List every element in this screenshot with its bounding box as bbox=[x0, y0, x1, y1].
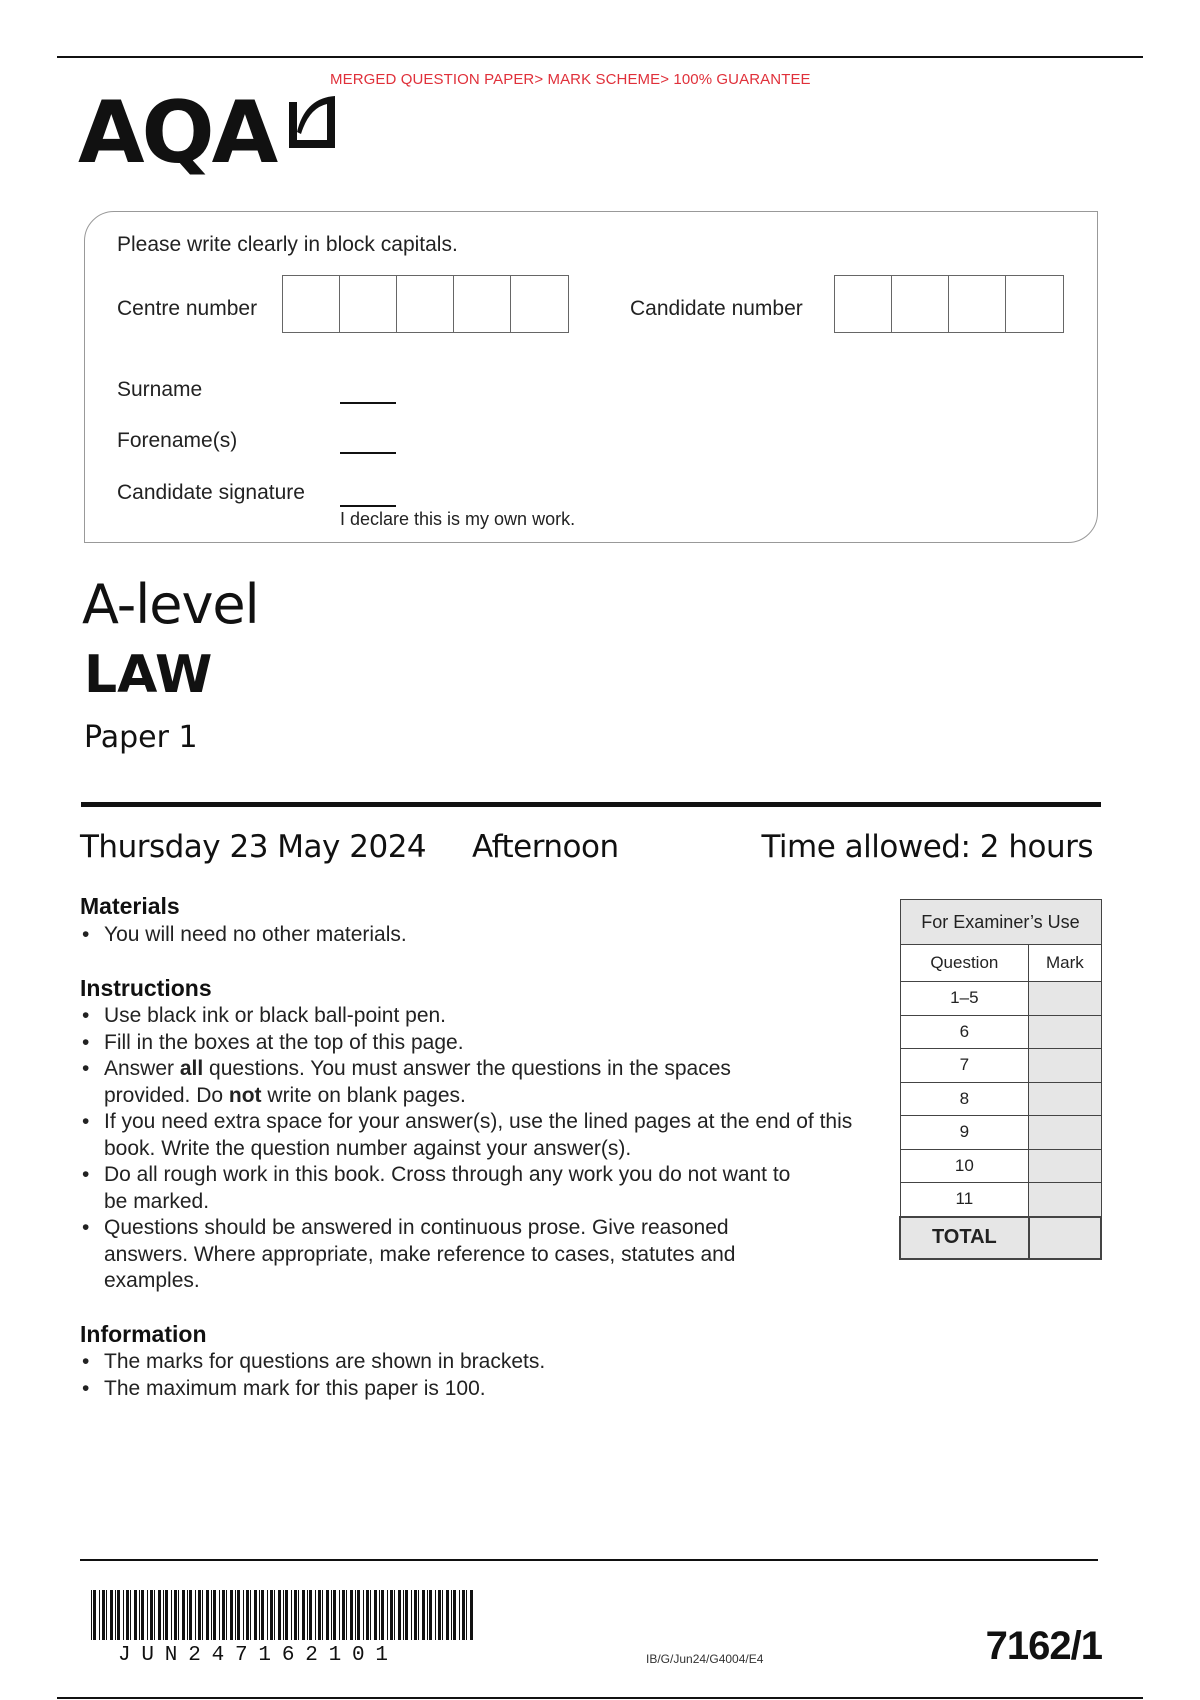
barcode-bar bbox=[189, 1590, 192, 1640]
barcode-number: JUN247162101 bbox=[118, 1644, 399, 1667]
barcode-bar bbox=[342, 1590, 345, 1640]
barcode-bar bbox=[379, 1590, 380, 1640]
barcode-bar bbox=[422, 1590, 425, 1640]
barcode-bar bbox=[206, 1590, 209, 1640]
table-row bbox=[900, 1082, 1101, 1116]
barcode-bar bbox=[470, 1590, 473, 1640]
barcode-bar bbox=[438, 1590, 441, 1640]
logo-text: AQA bbox=[78, 83, 276, 183]
barcode-bar bbox=[418, 1590, 419, 1640]
surname-line[interactable] bbox=[340, 402, 396, 404]
list-item bbox=[80, 1056, 784, 1109]
barcode-bar bbox=[346, 1590, 347, 1640]
table-row bbox=[900, 982, 1101, 1016]
candidate-number-label: Candidate number bbox=[630, 297, 803, 320]
barcode-bar bbox=[235, 1590, 236, 1640]
barcode-bar bbox=[259, 1590, 260, 1640]
barcode-bar bbox=[250, 1590, 251, 1640]
barcode-bar bbox=[466, 1590, 467, 1640]
qualification-level: A-level bbox=[82, 573, 259, 636]
barcode-bar bbox=[115, 1590, 116, 1640]
centre-number-boxes[interactable] bbox=[282, 275, 569, 333]
barcode-bar bbox=[99, 1590, 100, 1640]
total-mark-cell bbox=[1029, 1217, 1101, 1259]
centre-digit-box[interactable] bbox=[340, 276, 397, 332]
barcode-bar bbox=[130, 1590, 131, 1640]
barcode-bar bbox=[274, 1590, 275, 1640]
barcode-bar bbox=[331, 1590, 332, 1640]
question-cell: 10 bbox=[900, 1149, 1029, 1183]
barcode-bar bbox=[387, 1590, 388, 1640]
declaration-text: I declare this is my own work. bbox=[340, 509, 576, 529]
barcode-bar bbox=[462, 1590, 465, 1640]
barcode-bar bbox=[139, 1590, 140, 1640]
candidate-digit-box[interactable] bbox=[835, 276, 892, 332]
barcode-bar bbox=[198, 1590, 201, 1640]
question-cell: 11 bbox=[900, 1183, 1029, 1217]
barcode-bar bbox=[270, 1590, 273, 1640]
barcode-bar bbox=[357, 1590, 360, 1640]
barcode-bar bbox=[451, 1590, 452, 1640]
barcode-bar bbox=[141, 1590, 144, 1640]
mark-cell bbox=[1029, 1149, 1101, 1183]
candidate-digit-box[interactable] bbox=[892, 276, 949, 332]
barcode-bar bbox=[243, 1590, 244, 1640]
barcode-bar bbox=[398, 1590, 401, 1640]
barcode bbox=[91, 1590, 475, 1640]
barcode-bar bbox=[405, 1590, 408, 1640]
barcode-bar bbox=[403, 1590, 404, 1640]
forename-line[interactable] bbox=[340, 452, 396, 454]
barcode-bar bbox=[117, 1590, 120, 1640]
barcode-bar bbox=[429, 1590, 432, 1640]
barcode-bar bbox=[202, 1590, 203, 1640]
barcode-bar bbox=[442, 1590, 443, 1640]
mark-cell bbox=[1029, 1049, 1101, 1083]
barcode-bar bbox=[302, 1590, 305, 1640]
time-allowed: Time allowed: 2 hours bbox=[761, 829, 1093, 865]
barcode-bar bbox=[102, 1590, 105, 1640]
question-cell: 9 bbox=[900, 1116, 1029, 1150]
barcode-bar bbox=[294, 1590, 297, 1640]
barcode-bar bbox=[165, 1590, 168, 1640]
question-cell: 7 bbox=[900, 1049, 1029, 1083]
barcode-bar bbox=[414, 1590, 417, 1640]
question-column-header: Question bbox=[900, 945, 1029, 982]
barcode-bar bbox=[285, 1590, 288, 1640]
barcode-bar bbox=[298, 1590, 299, 1640]
barcode-bar bbox=[355, 1590, 356, 1640]
table-row bbox=[900, 1116, 1101, 1150]
bottom-rule bbox=[57, 1697, 1143, 1699]
barcode-bar bbox=[147, 1590, 148, 1640]
materials-heading: Materials bbox=[80, 893, 180, 919]
instructions-heading: Instructions bbox=[80, 975, 212, 1001]
list-item: • You will need no other materials. bbox=[80, 922, 864, 949]
barcode-bar bbox=[222, 1590, 225, 1640]
barcode-bar bbox=[110, 1590, 113, 1640]
question-cell: 6 bbox=[900, 1015, 1029, 1049]
mark-cell bbox=[1029, 982, 1101, 1016]
barcode-bar bbox=[123, 1590, 124, 1640]
barcode-bar bbox=[261, 1590, 264, 1640]
table-row bbox=[900, 1049, 1101, 1083]
information-heading: Information bbox=[80, 1321, 207, 1347]
question-cell: 8 bbox=[900, 1082, 1029, 1116]
paper-code: 7162/1 bbox=[985, 1624, 1102, 1668]
barcode-bar bbox=[318, 1590, 321, 1640]
centre-digit-box[interactable] bbox=[397, 276, 454, 332]
signature-line[interactable] bbox=[340, 505, 396, 507]
barcode-bar bbox=[187, 1590, 188, 1640]
exam-date: Thursday 23 May 2024 bbox=[80, 829, 427, 865]
barcode-bar bbox=[174, 1590, 177, 1640]
question-cell: 1–5 bbox=[900, 982, 1029, 1016]
mark-cell bbox=[1029, 1015, 1101, 1049]
surname-label: Surname bbox=[117, 378, 203, 401]
barcode-bar bbox=[237, 1590, 240, 1640]
reference-code: IB/G/Jun24/G4004/E4 bbox=[646, 1652, 764, 1666]
paper-number: Paper 1 bbox=[84, 720, 198, 755]
examiner-use-table bbox=[899, 899, 1102, 1260]
title-rule bbox=[81, 802, 1101, 807]
barcode-bar bbox=[363, 1590, 364, 1640]
barcode-bar bbox=[163, 1590, 164, 1640]
list-item: • Fill in the boxes at the top of this page. bbox=[80, 1030, 864, 1057]
barcode-bar bbox=[390, 1590, 393, 1640]
list-item: • Use black ink or black ball-point pen. bbox=[80, 1003, 864, 1030]
list-item: • The marks for questions are shown in brackets. bbox=[80, 1349, 864, 1376]
instructions-list bbox=[80, 1003, 874, 1295]
barcode-bar bbox=[106, 1590, 107, 1640]
footer-rule bbox=[80, 1559, 1098, 1561]
barcode-bar bbox=[453, 1590, 456, 1640]
total-row bbox=[900, 1217, 1101, 1259]
signature-label: Candidate signature bbox=[117, 481, 305, 504]
forename-label: Forename(s) bbox=[117, 429, 238, 452]
candidate-digit-box[interactable] bbox=[949, 276, 1006, 332]
barcode-bar bbox=[315, 1590, 316, 1640]
barcode-bar bbox=[374, 1590, 377, 1640]
barcode-bar bbox=[370, 1590, 371, 1640]
barcode-bar bbox=[278, 1590, 281, 1640]
barcode-bar bbox=[435, 1590, 436, 1640]
mark-cell bbox=[1029, 1183, 1101, 1217]
barcode-bar bbox=[226, 1590, 227, 1640]
subject-title: LAW bbox=[84, 645, 213, 705]
barcode-bar bbox=[381, 1590, 384, 1640]
total-label: TOTAL bbox=[900, 1217, 1029, 1259]
barcode-bar bbox=[333, 1590, 336, 1640]
barcode-bar bbox=[267, 1590, 268, 1640]
table-row bbox=[900, 1149, 1101, 1183]
barcode-bar bbox=[171, 1590, 172, 1640]
list-item: • If you need extra space for your answer(s), use the lined pages at the end of this book. Write the question number against your answer(s). bbox=[80, 1109, 874, 1162]
barcode-bar bbox=[219, 1590, 220, 1640]
barcode-bar bbox=[446, 1590, 449, 1640]
barcode-bar bbox=[350, 1590, 353, 1640]
barcode-bar bbox=[182, 1590, 185, 1640]
barcode-bar bbox=[230, 1590, 233, 1640]
watermark-text: MERGED QUESTION PAPER> MARK SCHEME> 100% GUARANTEE bbox=[330, 71, 811, 88]
barcode-bar bbox=[213, 1590, 216, 1640]
aqa-leaf-icon bbox=[283, 92, 341, 150]
barcode-bar bbox=[154, 1590, 155, 1640]
list-item: • Do all rough work in this book. Cross through any work you do not want to be marked. bbox=[80, 1162, 804, 1215]
candidate-number-boxes[interactable] bbox=[834, 275, 1064, 333]
barcode-bar bbox=[307, 1590, 308, 1640]
barcode-bar bbox=[459, 1590, 460, 1640]
mark-cell bbox=[1029, 1116, 1101, 1150]
table-row bbox=[900, 1015, 1101, 1049]
barcode-bar bbox=[411, 1590, 412, 1640]
barcode-bar bbox=[126, 1590, 129, 1640]
list-item: • Questions should be answered in continuous prose. Give reasoned answers. Where appropriate, make reference to cases, statutes and examples. bbox=[80, 1215, 794, 1295]
barcode-bar bbox=[134, 1590, 137, 1640]
table-row bbox=[900, 1183, 1101, 1217]
barcode-bar bbox=[283, 1590, 284, 1640]
barcode-bar bbox=[91, 1590, 92, 1640]
list-item: • The maximum mark for this paper is 100. bbox=[80, 1376, 864, 1403]
top-rule bbox=[57, 56, 1143, 58]
barcode-bar bbox=[366, 1590, 369, 1640]
barcode-bar bbox=[246, 1590, 249, 1640]
barcode-bar bbox=[309, 1590, 312, 1640]
centre-digit-box[interactable] bbox=[511, 276, 568, 332]
block-capitals-instruction: Please write clearly in block capitals. bbox=[117, 233, 458, 256]
barcode-bar bbox=[150, 1590, 153, 1640]
examiner-table-heading: For Examiner’s Use bbox=[900, 900, 1101, 945]
materials-list bbox=[80, 922, 864, 949]
centre-number-label: Centre number bbox=[117, 297, 258, 320]
barcode-bar bbox=[178, 1590, 179, 1640]
aqa-logo bbox=[78, 83, 348, 188]
barcode-bar bbox=[326, 1590, 329, 1640]
barcode-bar bbox=[158, 1590, 161, 1640]
candidate-digit-box[interactable] bbox=[1006, 276, 1063, 332]
barcode-bar bbox=[339, 1590, 340, 1640]
barcode-bar bbox=[195, 1590, 196, 1640]
barcode-bar bbox=[291, 1590, 292, 1640]
barcode-bar bbox=[394, 1590, 395, 1640]
mark-column-header: Mark bbox=[1029, 945, 1101, 982]
centre-digit-box[interactable] bbox=[454, 276, 511, 332]
instruction-text: Answer all questions. You must answer the questions in the spaces provided. Do not write on blank pages. bbox=[104, 1057, 731, 1107]
barcode-bar bbox=[93, 1590, 96, 1640]
exam-session: Afternoon bbox=[472, 829, 619, 865]
barcode-bar bbox=[322, 1590, 323, 1640]
mark-cell bbox=[1029, 1082, 1101, 1116]
information-list bbox=[80, 1349, 864, 1402]
barcode-bar bbox=[254, 1590, 257, 1640]
barcode-bar bbox=[427, 1590, 428, 1640]
barcode-bar bbox=[211, 1590, 212, 1640]
candidate-details-box bbox=[84, 211, 1098, 543]
centre-digit-box[interactable] bbox=[283, 276, 340, 332]
